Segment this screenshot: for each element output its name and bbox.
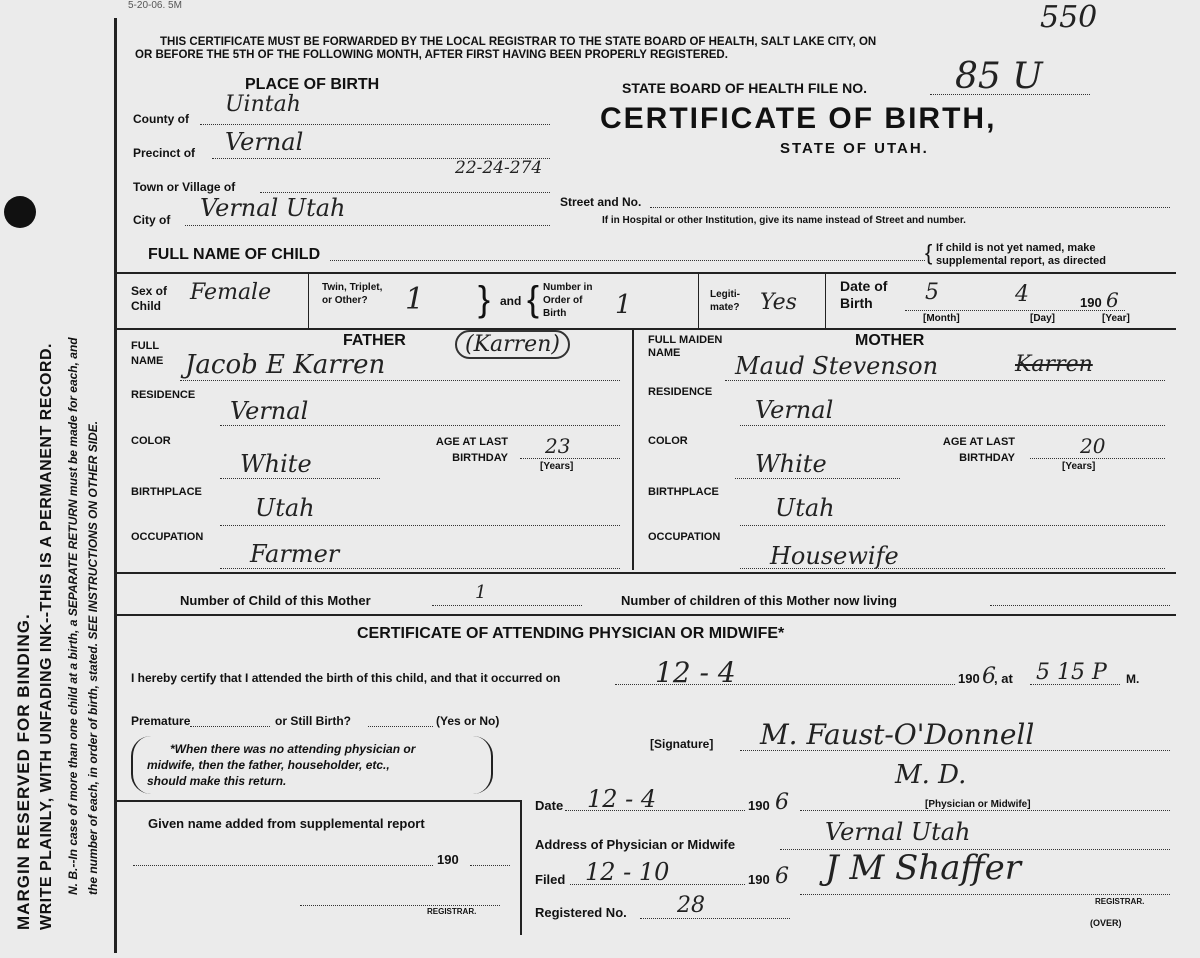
order-label: Number in Order of Birth [543,282,593,319]
father-residence-value: Vernal [230,397,309,425]
filed-value: 12 - 10 [585,858,670,886]
stamp-number: 550 [1040,0,1098,35]
mother-age-value: 20 [1080,434,1106,458]
children-living-line [990,605,1170,606]
registrar-caption: REGISTRAR. [1095,897,1145,906]
certificate-title: CERTIFICATE OF BIRTH, [600,102,997,135]
father-birthplace-label: BIRTHPLACE [131,486,202,498]
father-color-label: COLOR [131,435,171,447]
father-birthplace-value: Utah [255,494,315,522]
file-number-label: STATE BOARD OF HEALTH FILE NO. [622,80,867,96]
brace-icon: { [925,240,933,265]
supplemental-registrar-caption: REGISTRAR. [427,907,477,916]
not-named-note-line1: If child is not yet named, make [936,242,1096,254]
occurred-year-value: 6 [982,664,996,689]
nb-note-line2: the number of each, in order of birth, stated. SEE INSTRUCTIONS ON OTHER SIDE. [86,420,100,895]
city-value: Vernal Utah [200,194,346,222]
mother-birthplace-line [740,525,1165,526]
city-label: City of [133,213,171,227]
city-line [185,225,550,226]
mother-birthplace-label: BIRTHPLACE [648,486,719,498]
birth-year-prefix: 190 [1080,295,1102,310]
supplemental-line [133,865,433,866]
date-year-value: 6 [775,790,789,815]
file-number-value: 85 U [955,56,1043,97]
twin-value: 1 [405,282,425,317]
child-name-line [330,260,925,261]
certify-text: I hereby certify that I attended the birth of this child, and that it occurred on [131,671,561,685]
county-value: Uintah [225,92,301,117]
mother-name-label: FULL MAIDEN NAME [648,334,723,359]
registrar-line [800,894,1170,895]
premature-line [190,726,270,727]
father-heading: FATHER [343,332,406,349]
father-occupation-value: Farmer [250,540,340,568]
physician-heading: CERTIFICATE OF ATTENDING PHYSICIAN OR MIDWIFE* [357,625,785,642]
precinct-label: Precinct of [133,146,196,160]
child-number-label: Number of Child of this Mother [180,593,371,608]
at-label: , at [994,671,1013,686]
supplemental-right-border [520,800,522,935]
brace-left-icon: { [527,278,540,319]
mother-name-line [725,380,1165,381]
legitimate-label: Legiti-mate? [710,289,740,313]
father-age-line [520,458,620,459]
date-year-prefix: 190 [748,798,770,813]
year-caption: [Year] [1102,313,1130,324]
mother-color-label: COLOR [648,435,688,447]
mother-residence-value: Vernal [755,396,834,424]
registrar-signature: J M Shaffer [825,848,1021,888]
father-age-value: 23 [545,434,571,458]
child-number-line [432,605,582,606]
physician-signature: M. Faust-O'Donnell [760,718,1035,751]
twin-label: Twin, Triplet, or Other? [322,282,383,306]
father-name-correction: (Karren) [455,330,570,359]
mother-name-value: Maud Stevenson [735,352,939,380]
not-named-note-line2: supplemental report, as directed [936,255,1106,267]
mother-occupation-value: Housewife [770,542,899,570]
mother-name-struck: Karren [1015,352,1093,377]
order-divider [698,274,699,328]
brace-right-icon: } [478,278,491,319]
father-color-line [220,478,380,479]
mother-residence-line [740,425,1165,426]
mother-age-label: AGE AT LAST BIRTHDAY [942,436,1015,464]
county-line [200,124,550,125]
father-name-line [180,380,620,381]
child-name-label: FULL NAME OF CHILD [148,246,321,263]
father-color-value: White [240,450,312,478]
forward-notice-line2: OR BEFORE THE 5TH OF THE FOLLOWING MONTH, AFTER FIRST HAVING BEEN PROPERLY REGISTERED. [135,49,728,61]
place-of-birth-heading: PLACE OF BIRTH [245,76,380,93]
father-occupation-label: OCCUPATION [131,531,204,543]
precinct-value: Vernal [225,128,304,156]
birth-year-value: 6 [1106,288,1119,312]
occurred-value: 12 - 4 [655,656,736,689]
mother-years-caption: [Years] [1062,461,1096,472]
time-value: 5 15 P [1036,660,1107,685]
divider-1 [116,272,1176,274]
father-years-caption: [Years] [540,461,574,472]
children-living-label: Number of children of this Mother now living [621,593,897,608]
sex-value: Female [190,280,272,305]
month-caption: [Month] [923,313,960,324]
legitimate-value: Yes [760,290,797,315]
occurred-year-prefix: 190 [958,671,980,686]
divider-2 [116,328,1176,330]
child-number-value: 1 [475,582,487,603]
mother-residence-label: RESIDENCE [648,386,713,398]
date-value: 12 - 4 [587,785,657,813]
town-note: 22-24-274 [455,158,543,178]
town-line [260,192,550,193]
town-label: Town or Village of [133,180,236,194]
over-label: (OVER) [1090,918,1122,928]
filed-label: Filed [535,872,566,887]
father-age-label: AGE AT LAST BIRTHDAY [435,436,508,464]
physician-title: M. D. [895,760,967,790]
mother-color-value: White [755,450,827,478]
county-label: County of [133,112,189,126]
filed-year-prefix: 190 [748,872,770,887]
left-border [114,18,117,953]
nb-note-line1: N. B.--In case of more than one child at a birth, a SEPARATE RETURN must be made for each, and [66,337,80,895]
mother-age-line [1030,458,1165,459]
stillbirth-line [368,726,433,727]
address-label: Address of Physician or Midwife [535,837,736,852]
date-of-birth-line [905,310,1125,311]
filed-year-value: 6 [775,864,789,889]
father-name-value: Jacob E Karren [185,350,386,380]
date-right-line [800,810,1170,811]
registered-label: Registered No. [535,905,627,920]
note-line2: midwife, then the father, householder, etc., [147,758,390,772]
supplemental-registrar-line [300,905,500,906]
street-line [650,207,1170,208]
father-residence-line [220,425,620,426]
registered-value: 28 [677,893,705,918]
supplemental-top-border [116,800,521,802]
note-line1: *When there was no attending physician or [170,742,416,756]
supplemental-year-line [470,865,510,866]
mother-birthplace-value: Utah [775,494,835,522]
birth-month-value: 5 [925,280,939,305]
hospital-note: If in Hospital or other Institution, give its name instead of Street and number. [602,215,966,226]
certificate-subtitle: STATE OF UTAH. [780,140,929,157]
sex-label: Sex of Child [131,284,168,313]
date-label: Date [535,798,564,813]
birth-day-value: 4 [1015,282,1029,307]
legitimate-divider [825,274,826,328]
role-caption: [Physician or Midwife] [925,799,1031,810]
date-of-birth-label: Date of Birth [840,278,888,311]
father-occupation-line [220,568,620,569]
and-label: and [500,294,522,308]
parents-divider [632,330,634,570]
divider-3 [116,572,1176,574]
divider-4 [116,614,1176,616]
m-label: M. [1126,672,1140,686]
stillbirth-label: or Still Birth? [275,714,351,728]
day-caption: [Day] [1030,313,1056,324]
margin-reserved-text: MARGIN RESERVED FOR BINDING. [14,613,33,930]
father-name-label: FULL NAME [131,340,164,367]
registered-line [640,918,790,919]
father-residence-label: RESIDENCE [131,389,196,401]
write-plainly-text: WRITE PLAINLY, WITH UNFADING INK--THIS IS A PERMANENT RECORD. [38,343,55,930]
address-value: Vernal Utah [825,818,971,846]
mother-occupation-label: OCCUPATION [648,531,721,543]
mother-heading: MOTHER [855,332,925,349]
premature-label: Premature [131,714,191,728]
forward-notice-line1: THIS CERTIFICATE MUST BE FORWARDED BY THE LOCAL REGISTRAR TO THE STATE BOARD OF HEALTH, SALT LAKE CITY, ON [160,36,877,48]
order-value: 1 [615,290,632,320]
mother-color-line [735,478,900,479]
supplemental-label: Given name added from supplemental report [148,816,425,831]
yes-no-label: (Yes or No) [436,714,500,728]
note-line3: should make this return. [147,774,287,788]
supplemental-year-prefix: 190 [437,852,459,867]
sex-divider [308,274,309,328]
signature-label: [Signature] [650,737,714,751]
form-code: 5-20-06. 5M [128,0,182,11]
binding-hole [4,196,36,228]
father-birthplace-line [220,525,620,526]
street-label: Street and No. [560,195,642,209]
